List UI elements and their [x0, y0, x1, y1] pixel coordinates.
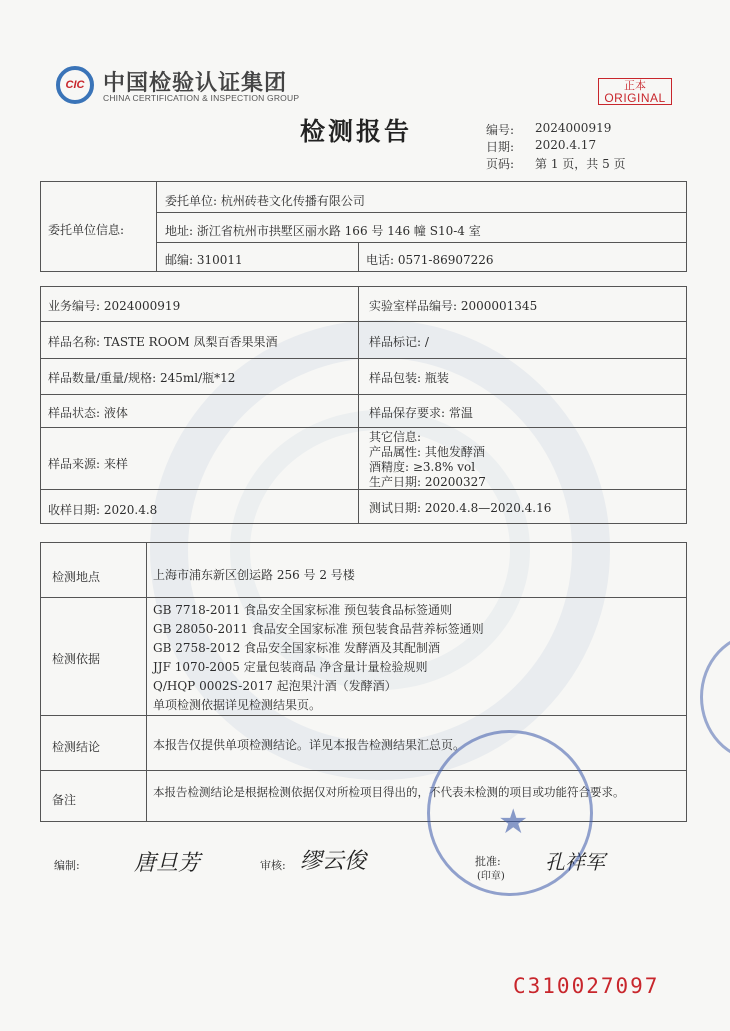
- sample-source: 样品来源: 来样: [48, 457, 128, 471]
- test-place: 上海市浦东新区创运路 256 号 2 号楼: [153, 568, 355, 582]
- reviewer-signature: 缪云俊: [300, 849, 367, 874]
- basis-item: Q/HQP 0002S-2017 起泡果汁酒（发酵酒）: [153, 679, 397, 693]
- number-label: 编号:: [486, 123, 515, 137]
- approver-seal-note: (印章): [477, 871, 505, 882]
- sample-state: 样品状态: 液体: [48, 406, 128, 420]
- client-section-label: 委托单位信息:: [48, 223, 125, 237]
- approver-signature: 孔祥军: [545, 850, 605, 874]
- sample-storage: 样品保存要求: 常温: [369, 406, 473, 420]
- page-number: 第 1 页，共 5 页: [535, 157, 626, 171]
- client-postcode: 邮编: 310011: [165, 253, 243, 267]
- sample-name: 样品名称: TASTE ROOM 凤梨百香果果酒: [48, 335, 278, 349]
- editor-signature: 唐旦芳: [134, 851, 201, 876]
- date-label: 日期:: [486, 140, 515, 154]
- report-date: 2020.4.17: [535, 138, 597, 152]
- client-name: 委托单位: 杭州砖巷文化传播有限公司: [165, 194, 365, 208]
- original-stamp: 正本 ORIGINAL: [598, 78, 672, 105]
- other-info-attribute: 产品属性: 其他发酵酒: [369, 445, 485, 459]
- reviewer-label: 审核:: [260, 859, 286, 872]
- basis-item: GB 2758-2012 食品安全国家标准 发酵酒及其配制酒: [153, 641, 440, 655]
- test-conclusion-label: 检测结论: [52, 740, 101, 754]
- test-basis-list: [153, 601, 484, 715]
- received-date: 收样日期: 2020.4.8: [48, 503, 158, 517]
- page-label: 页码:: [486, 157, 515, 171]
- approver-label: 批准:: [475, 855, 501, 868]
- other-info-abv: 酒精度: ≥3.8% vol: [369, 460, 476, 474]
- test-basis-label: 检测依据: [52, 652, 101, 666]
- editor-label: 编制:: [54, 859, 80, 872]
- sample-quantity: 样品数量/重量/规格: 245ml/瓶*12: [48, 371, 236, 385]
- edge-seal: [700, 632, 730, 762]
- basis-item: GB 28050-2011 食品安全国家标准 预包装食品营养标签通则: [153, 622, 484, 636]
- remark-label: 备注: [52, 793, 77, 807]
- report-title: 检测报告: [300, 117, 413, 146]
- company-name-cn: 中国检验认证集团: [103, 71, 288, 96]
- serial-number: C310027097: [513, 974, 660, 998]
- test-place-label: 检测地点: [52, 570, 101, 584]
- business-number: 业务编号: 2024000919: [48, 299, 181, 313]
- sample-package: 样品包装: 瓶装: [369, 371, 449, 385]
- test-date: 测试日期: 2020.4.8—2020.4.16: [369, 501, 552, 515]
- basis-item: 单项检测依据详见检测结果页。: [153, 698, 322, 712]
- sample-other-info: [369, 430, 486, 490]
- other-info-production-date: 生产日期: 20200327: [369, 475, 486, 489]
- test-conclusion: 本报告仅提供单项检测结论。详见本报告检测结果汇总页。: [153, 738, 466, 752]
- lab-sample-number: 实验室样品编号: 2000001345: [369, 299, 538, 313]
- report-meta: [486, 121, 686, 171]
- other-info-title: 其它信息:: [369, 430, 422, 444]
- client-phone: 电话: 0571-86907226: [366, 253, 494, 267]
- sample-mark: 样品标记: /: [369, 335, 429, 349]
- basis-item: GB 7718-2011 食品安全国家标准 预包装食品标签通则: [153, 603, 452, 617]
- cic-logo-icon: CIC: [56, 66, 94, 104]
- seal-star-icon: ★: [498, 802, 529, 842]
- basis-item: JJF 1070-2005 定量包装商品 净含量计量检验规则: [153, 660, 428, 674]
- remark-text: 本报告检测结论是根据检测依据仅对所检项目得出的，不代表未检测的项目或功能符合要求。: [153, 785, 625, 799]
- report-number: 2024000919: [535, 121, 612, 135]
- client-address: 地址: 浙江省杭州市拱墅区丽水路 166 号 146 幢 S10-4 室: [165, 224, 481, 238]
- company-name-en: CHINA CERTIFICATION & INSPECTION GROUP: [103, 93, 300, 103]
